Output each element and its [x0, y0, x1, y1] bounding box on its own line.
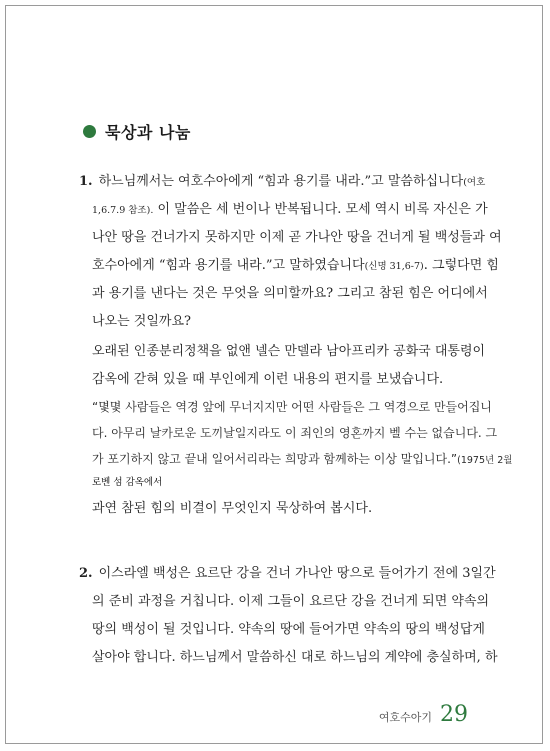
paragraph-line: 과연 참된 힘의 비결이 무엇인지 묵상하여 봅시다.	[92, 501, 373, 516]
paragraph-line: 살아야 합니다. 하느님께서 말씀하신 대로 하느님의 계약에 충실하며, 하	[92, 650, 498, 665]
book-title: 여호수아기	[378, 711, 432, 724]
paragraph-line: 과 용기를 낸다는 것은 무엇을 의미할까요? 그리고 참된 힘은 어디에서	[92, 286, 488, 301]
quote-line	[92, 450, 513, 470]
text-span: 가 포기하지 않고 끝내 일어서리라는 희망과 함께하는 이상 말입니다.”	[92, 452, 458, 466]
quote-line: “몇몇 사람들은 역경 앞에 무너지지만 어떤 사람들은 그 역경으로 만들어집니	[92, 400, 492, 414]
page-footer	[379, 702, 468, 727]
paragraph-line	[79, 173, 486, 192]
item-number: 2.	[79, 566, 93, 581]
section-title: 묵상과 나눔	[105, 123, 191, 142]
paragraph-line: 나안 땅을 건너가지 못하지만 이제 곧 가나안 땅을 건너게 될 백성들과 여	[92, 230, 502, 245]
paragraph-line: 의 준비 과정을 거칩니다. 이제 그들이 요르단 강을 건너게 되면 약속의	[92, 594, 490, 609]
reference: 1,6.7.9 참조).	[92, 205, 154, 216]
paragraph-line: 땅의 백성이 될 것입니다. 약속의 땅에 들어가면 약속의 땅의 백성답게	[92, 622, 485, 637]
quote-source: 로벤 섬 감옥에서	[92, 477, 163, 488]
item-number: 1.	[79, 174, 93, 189]
section-heading	[83, 120, 191, 143]
paragraph-line	[79, 565, 496, 583]
paragraph-line: 감옥에 갇혀 있을 때 부인에게 이런 내용의 편지를 보냈습니다.	[92, 372, 444, 387]
green-bullet-icon	[83, 125, 96, 138]
quote-line: 다. 아무리 날카로운 도끼날일지라도 이 죄인의 영혼까지 벨 수는 없습니다. 그	[92, 426, 498, 440]
text-span: 하느님께서는 여호수아에게 “힘과 용기를 내라.”고 말씀하십니다	[98, 174, 464, 189]
paragraph-line	[92, 201, 488, 220]
text-span: 이스라엘 백성은 요르단 강을 건너 가나안 땅으로 들어가기 전에 3일간	[98, 566, 496, 581]
text-span: 이 말씀은 세 번이나 반복됩니다. 모세 역시 비록 자신은 가	[157, 202, 488, 217]
paragraph-line: 나오는 것일까요?	[92, 314, 192, 329]
paragraph-line	[92, 257, 499, 276]
reference: (여호	[463, 177, 486, 188]
reference: (신명 31,6-7)	[364, 261, 424, 272]
reference: (1975년 2월	[457, 455, 513, 466]
paragraph-line: 오래된 인종분리정책을 없앤 넬슨 만델라 남아프리카 공화국 대통령이	[92, 344, 486, 359]
text-span: 호수아에게 “힘과 용기를 내라.”고 말하였습니다	[92, 258, 365, 273]
text-span: . 그렇다면 힘	[423, 258, 499, 273]
page-number: 29	[440, 702, 468, 727]
